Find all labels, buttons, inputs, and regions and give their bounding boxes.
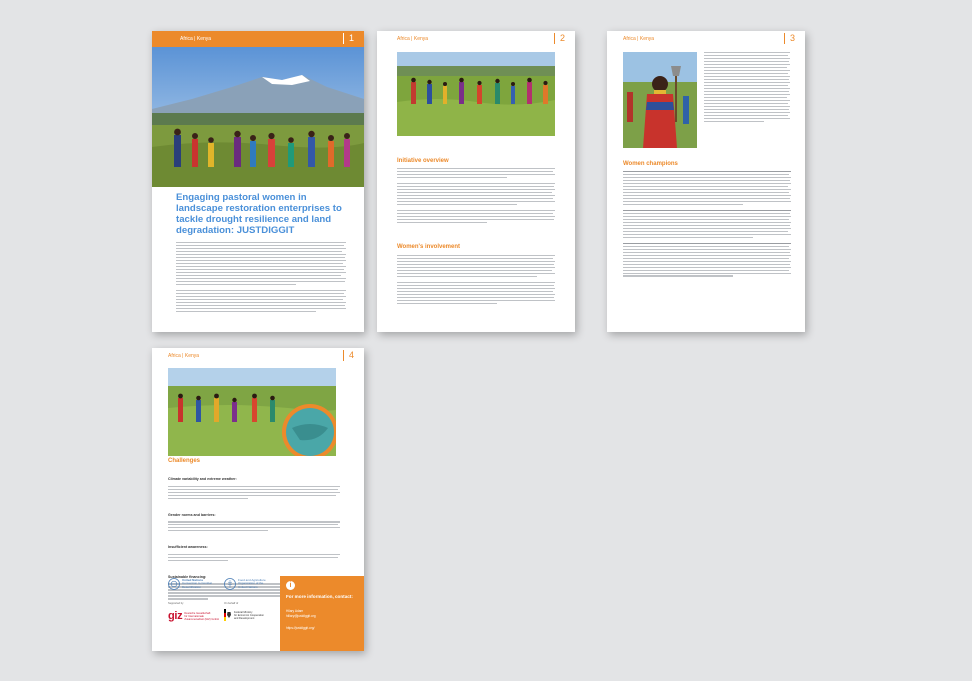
german-flag-eagle-icon (224, 609, 232, 621)
heading-initiative-overview: Initiative overview (397, 158, 449, 164)
page-1-body-text (176, 242, 346, 314)
women-in-grassland-photo (397, 52, 555, 136)
giz-wordmark: giz (168, 610, 183, 622)
fao-line: Organization of the (238, 581, 264, 586)
contact-email[interactable]: hillary@justdiggit.org (286, 614, 316, 618)
challenge-item (168, 503, 340, 532)
page-number: 2 (554, 33, 565, 44)
fao-line: United Nations (238, 584, 258, 589)
challenges-photo (168, 368, 336, 456)
challenge-label: Insufficient awareness: (168, 545, 208, 550)
heading-womens-involvement: Women's involvement (397, 244, 460, 250)
contact-name: Hilary Adam (286, 609, 304, 613)
page-number: 4 (343, 350, 354, 361)
page-4-header (152, 348, 364, 364)
page-2 (377, 31, 575, 332)
giz-line: Zusammenarbeit (GIZ) GmbH (184, 617, 219, 621)
challenge-label: Gender norms and barriers: (168, 512, 216, 517)
women-planting-seeds-photo (168, 368, 336, 456)
womens-involvement-text (397, 255, 555, 306)
cover-photo (152, 47, 364, 187)
logos-block (168, 578, 280, 642)
fao-line: Food and Agriculture (238, 577, 266, 582)
bmz-logo (224, 609, 264, 621)
un-emblem-icon (168, 578, 180, 590)
challenge-label: Sustainable financing: (168, 574, 207, 579)
page-3-header (607, 31, 805, 47)
on-behalf-of-label: On behalf of (224, 602, 239, 605)
country-label: Africa | Kenya (168, 353, 200, 359)
field-photo (397, 52, 555, 136)
supported-by-label: Supported by (168, 602, 184, 605)
page-3 (607, 31, 805, 332)
info-icon-glyph: i (289, 582, 292, 589)
challenge-item (168, 535, 340, 561)
bmz-line: and Development (234, 616, 255, 620)
contact-heading: For more information, contact: (286, 594, 353, 599)
page-number: 3 (784, 33, 795, 44)
women-champions-text (623, 171, 791, 278)
giz-line: Deutsche Gesellschaft (184, 611, 211, 615)
page-number: 1 (343, 33, 354, 44)
kilimanjaro-women-photo (152, 47, 364, 187)
document-title: Engaging pastoral women in landscape restoration enterprises to tackle drought resilience and land degradation: JUSTDIGGIT (176, 192, 342, 236)
initiative-overview-text (397, 168, 555, 225)
country-label: Africa | Kenya (397, 36, 429, 42)
challenge-label: Climate variability and extreme weather: (168, 477, 237, 481)
page-1-header (152, 31, 364, 47)
country-label: Africa | Kenya (623, 36, 655, 42)
bmz-line: for Economic Cooperation (234, 613, 264, 617)
country-label: Africa | Kenya (180, 36, 212, 42)
woman-with-shovel-photo (623, 52, 697, 148)
page-4 (152, 348, 364, 651)
page-3-intro-text (704, 52, 790, 124)
heading-women-champions: Women champions (623, 161, 678, 167)
champion-photo (623, 52, 697, 148)
unccd-logo (168, 578, 212, 590)
unccd-line: Desertification (182, 584, 202, 589)
page-2-header (377, 31, 575, 47)
heading-challenges: Challenges (168, 458, 201, 464)
contact-box (280, 576, 364, 651)
fao-emblem-icon (224, 578, 236, 590)
challenge-item (168, 467, 340, 499)
giz-line: für Internationale (184, 614, 204, 618)
unccd-line: Convention to Combat (182, 581, 212, 586)
info-icon (286, 581, 295, 590)
giz-logo (168, 610, 219, 622)
unccd-line: United Nations (182, 577, 204, 582)
page-1 (152, 31, 364, 332)
fao-logo (224, 578, 266, 590)
contact-url[interactable]: https://justdiggit.org/ (286, 626, 315, 630)
bmz-line: Federal Ministry (234, 610, 253, 614)
